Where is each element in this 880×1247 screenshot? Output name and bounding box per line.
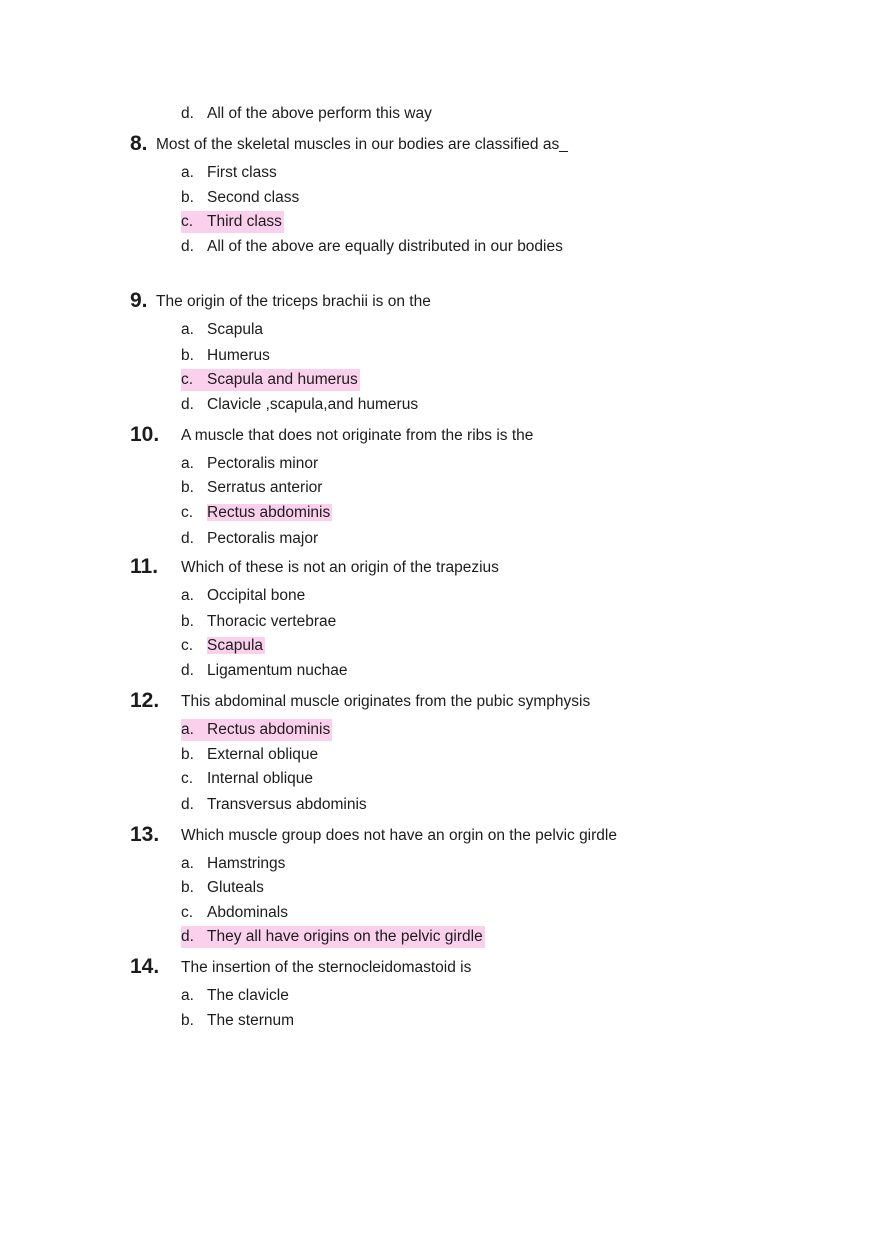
question-10 — [0, 422, 880, 448]
option-11d — [181, 660, 347, 682]
option-letter: c. — [181, 637, 194, 654]
option-9d — [181, 394, 418, 416]
option-letter: b. — [181, 879, 194, 896]
question-number: 9. — [130, 289, 148, 312]
question-8 — [0, 131, 880, 157]
option-text: All of the above are equally distributed in our bodies — [207, 238, 563, 255]
option-text: Abdominals — [207, 904, 288, 921]
question-number: 10. — [130, 423, 160, 446]
option-letter: c. — [181, 504, 194, 521]
option-10d — [181, 528, 318, 550]
question-number: 12. — [130, 689, 160, 712]
option-9a — [181, 319, 263, 341]
option-13b — [181, 877, 264, 899]
option-9c-highlighted — [181, 369, 360, 391]
question-number: 14. — [130, 955, 160, 978]
option-letter: d. — [181, 105, 194, 122]
option-text: Clavicle ,scapula,and humerus — [207, 396, 419, 413]
option-13c — [181, 902, 288, 924]
option-letter: a. — [181, 587, 194, 604]
question-text: A muscle that does not originate from the ribs is the — [181, 427, 534, 444]
option-letter: d. — [181, 396, 194, 413]
option-text: The clavicle — [207, 987, 289, 1004]
option-text: Rectus abdominis — [207, 721, 331, 738]
question-13 — [0, 822, 880, 848]
option-letter: d. — [181, 530, 194, 547]
option-text: Thoracic vertebrae — [207, 613, 337, 630]
option-letter: c. — [181, 904, 194, 921]
option-text-highlighted: Rectus abdominis — [207, 504, 331, 521]
option-text: Hamstrings — [207, 855, 286, 872]
option-letter: d. — [181, 928, 194, 945]
option-13d-highlighted — [181, 926, 485, 948]
option-8c-highlighted — [181, 211, 284, 233]
option-letter: d. — [181, 662, 194, 679]
question-number: 11. — [130, 555, 159, 578]
option-text: Internal oblique — [207, 770, 313, 787]
option-14b — [181, 1010, 294, 1032]
option-8d — [181, 236, 563, 258]
option-14a — [181, 985, 289, 1007]
question-11 — [0, 554, 880, 580]
question-text: The insertion of the sternocleidomastoid is — [181, 959, 472, 976]
option-text: They all have origins on the pelvic girdle — [207, 928, 483, 945]
option-letter: c. — [181, 371, 194, 388]
option-text: Scapula and humerus — [207, 371, 358, 388]
option-letter: a. — [181, 164, 194, 181]
option-13a — [181, 853, 285, 875]
option-10c — [181, 502, 332, 524]
option-12a-highlighted — [181, 719, 332, 741]
question-12 — [0, 688, 880, 714]
option-letter: d. — [181, 238, 194, 255]
question-9 — [0, 288, 880, 314]
question-14 — [0, 954, 880, 980]
option-text: All of the above perform this way — [207, 105, 432, 122]
option-text: The sternum — [207, 1012, 295, 1029]
option-8a — [181, 162, 277, 184]
option-letter: c. — [181, 770, 194, 787]
option-12c — [181, 768, 313, 790]
option-8b — [181, 187, 299, 209]
option-text: Pectoralis minor — [207, 455, 319, 472]
option-letter: a. — [181, 321, 194, 338]
option-11c — [181, 635, 265, 657]
option-letter: a. — [181, 855, 194, 872]
question-text: The origin of the triceps brachii is on the — [156, 293, 431, 310]
option-12d — [181, 794, 367, 816]
option-letter: b. — [181, 347, 194, 364]
option-text-highlighted: Scapula — [207, 637, 264, 654]
option-letter: c. — [181, 213, 194, 230]
option-text: Serratus anterior — [207, 479, 323, 496]
option-letter: a. — [181, 455, 194, 472]
option-text: Second class — [207, 189, 300, 206]
option-10a — [181, 453, 318, 475]
option-text: Scapula — [207, 321, 264, 338]
lead-option — [181, 103, 432, 125]
option-letter: b. — [181, 746, 194, 763]
question-text: Which muscle group does not have an orgin on the pelvic girdle — [181, 827, 617, 844]
option-11b — [181, 611, 336, 633]
option-text: Pectoralis major — [207, 530, 319, 547]
option-text: External oblique — [207, 746, 319, 763]
option-text: Gluteals — [207, 879, 264, 896]
question-number: 8. — [130, 132, 148, 155]
question-text: Which of these is not an origin of the trapezius — [181, 559, 499, 576]
option-text: Occipital bone — [207, 587, 306, 604]
question-text: Most of the skeletal muscles in our bodies are classified as_ — [156, 136, 568, 153]
option-9b — [181, 345, 270, 367]
option-text: Transversus abdominis — [207, 796, 367, 813]
option-letter: a. — [181, 721, 194, 738]
option-text: Humerus — [207, 347, 270, 364]
option-text: Third class — [207, 213, 282, 230]
question-number: 13. — [130, 823, 160, 846]
question-text: This abdominal muscle originates from the pubic symphysis — [181, 693, 591, 710]
option-letter: b. — [181, 479, 194, 496]
option-letter: b. — [181, 1012, 194, 1029]
option-letter: b. — [181, 189, 194, 206]
option-text: Ligamentum nuchae — [207, 662, 348, 679]
option-10b — [181, 477, 322, 499]
option-12b — [181, 744, 318, 766]
option-letter: b. — [181, 613, 194, 630]
option-11a — [181, 585, 305, 607]
option-text: First class — [207, 164, 277, 181]
option-letter: a. — [181, 987, 194, 1004]
option-letter: d. — [181, 796, 194, 813]
